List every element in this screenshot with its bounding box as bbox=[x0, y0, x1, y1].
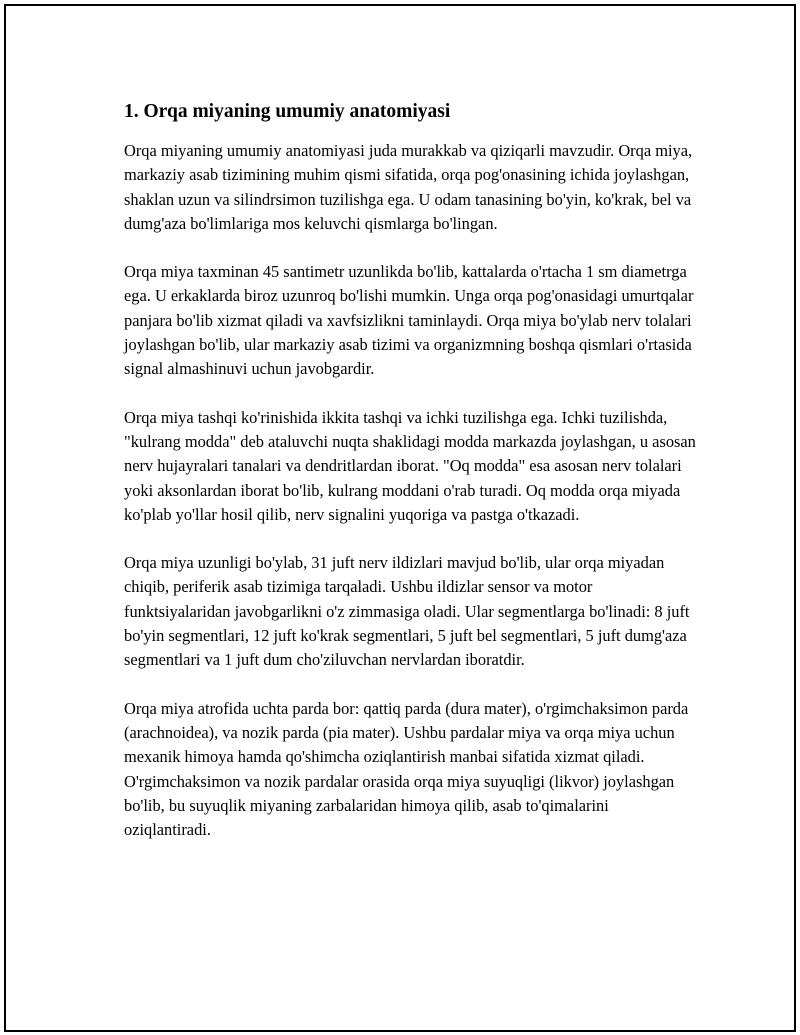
page-frame bbox=[4, 4, 796, 1032]
paragraph-dimensions: Orqa miya taxminan 45 santimetr uzunlikda bo'lib, kattalarda o'rtacha 1 sm diametrga ega. U erkaklarda biroz uzunroq bo'lishi mumkin. Unga orqa pog'onasidagi umurtqalar panjara bo'lib xizmat qiladi va xavfsizlikni taminlaydi. Orqa miya bo'ylab nerv tolalari joylashgan bo'lib, ular markaziy asab tizimi va organizmning boshqa qismlari o'rtasida signal almashinuvi uchun javobgardir. bbox=[124, 262, 694, 379]
document-body bbox=[124, 98, 698, 866]
paragraph-general-anatomy: Orqa miyaning umumiy anatomiyasi juda murakkab va qiziqarli mavzudir. Orqa miya, markaziy asab tizimining muhim qismi sifatida, orqa pog'onasining ichida joylashgan, shaklan uzun va silindrsimon tuzilishga ega. U odam tanasining bo'yin, ko'krak, bel va dumg'aza bo'limlariga mos keluvchi qismlarga bo'lingan. bbox=[124, 141, 693, 233]
section-title: 1. Orqa miyaning umumiy anatomiyasi bbox=[124, 101, 451, 122]
paragraph-gray-white-matter: Orqa miya tashqi ko'rinishida ikkita tashqi va ichki tuzilishga ega. Ichki tuzilishda, "kulrang modda" deb ataluvchi nuqta shaklidagi modda markazda joylashgan, u asosan nerv hujayralari tanalari va dendritlardan iborat. "Oq modda" esa asosan nerv tolalari yoki aksonlardan iborat bo'lib, kulrang moddani o'rab turadi. Oq modda orqa miyada ko'plab yo'llar hosil qilib, nerv signalini yuqoriga va pastga o'tkazadi. bbox=[124, 407, 696, 524]
paragraph-meninges: Orqa miya atrofida uchta parda bor: qattiq parda (dura mater), o'rgimchaksimon parda (arachnoidea), va nozik parda (pia mater). Ushbu pardalar miya va orqa miya uchun mexanik himoya hamda qo'shimcha oziqlantirish manbai sifatida xizmat qiladi. O'rgimchaksimon va nozik pardalar orasida orqa miya suyuqligi (likvor) joylashgan bo'lib, bu suyuqlik miyaning zarbalaridan himoya qilib, asab to'qimalarini oziqlantiradi. bbox=[124, 698, 689, 840]
paragraph-nerve-roots: Orqa miya uzunligi bo'ylab, 31 juft nerv ildizlari mavjud bo'lib, ular orqa miyadan chiqib, periferik asab tizimiga tarqaladi. Ushbu ildizlar sensor va motor funktsiyalaridan javobgarlikni o'z zimmasiga oladi. Ular segmentlarga bo'linadi: 8 juft bo'yin segmentlari, 12 juft ko'krak segmentlari, 5 juft bel segmentlari, 5 juft dumg'aza segmentlari va 1 juft dum cho'ziluvchan nervlardan iboratdir. bbox=[124, 553, 690, 670]
